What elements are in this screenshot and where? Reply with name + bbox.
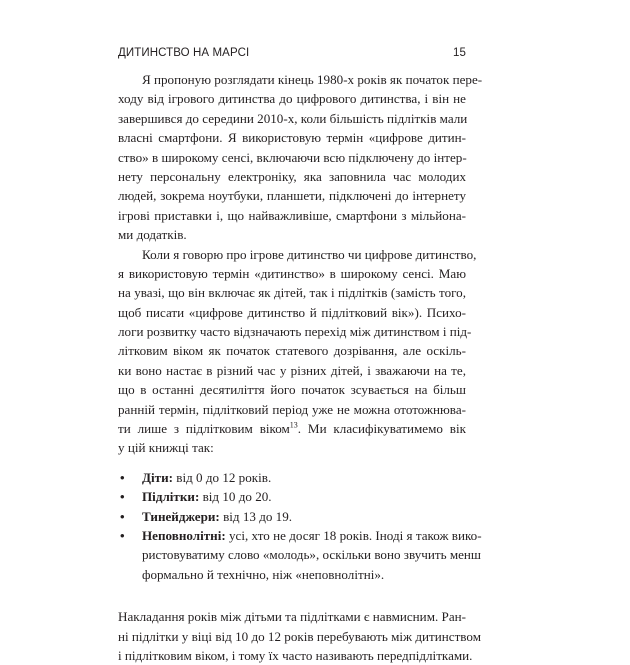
- text-line: логи розвитку часто відзначають перехід між дитинством і під-: [118, 324, 472, 340]
- text-line: щоб писати «цифрове дитинство й підлітковий вік»). Психо-: [118, 304, 466, 320]
- text-line: ходу від ігрового дитинства до цифрового дитинства, і він не: [118, 91, 466, 107]
- text-line-with-footnote: [118, 419, 466, 438]
- running-head: [118, 47, 466, 63]
- spacer: [118, 584, 466, 607]
- list-item-continuation: формально й технічно, ніж «неповнолітні».: [142, 566, 385, 582]
- bullet-icon: •: [120, 489, 125, 505]
- list-item-text: від 10 до 20.: [199, 489, 272, 505]
- paragraph-2: [118, 245, 477, 458]
- age-definitions-list: [118, 468, 482, 584]
- bullet-icon: •: [120, 527, 125, 543]
- text-line: Я пропоную розглядати кінець 1980-х років як початок пере-: [142, 72, 483, 87]
- bullet-icon: •: [120, 508, 125, 524]
- text-line: нету персональну електроніку, яка заповнила час молодих: [118, 168, 466, 184]
- paragraph-1: [118, 70, 483, 245]
- footnote-reference[interactable]: 13: [289, 420, 298, 430]
- list-item-term: Діти:: [142, 469, 173, 485]
- text-line: ми додатків.: [118, 227, 187, 243]
- text-segment: . Ми класифікуватимемо вік: [297, 421, 466, 437]
- bullet-icon: •: [120, 469, 125, 485]
- list-item-text: усі, хто не досяг 18 років. Іноді я також вико-: [225, 527, 482, 543]
- text-line: власні смартфони. Я використовую термін «цифрове дитин-: [118, 130, 466, 146]
- text-line: що в останні десятиліття його початок зсувається на більш: [118, 382, 466, 398]
- text-line: ки воно настає в різний час у різних дітей, і зважаючи на те,: [118, 362, 466, 378]
- text-line: завершився до середини 2010-х, коли більшість підлітків мали: [118, 110, 468, 126]
- list-item-term: Неповнолітні:: [142, 527, 226, 543]
- paragraph-3: [118, 607, 481, 665]
- list-item-term: Тинейджери:: [142, 508, 220, 524]
- text-line: людей, зокрема ноутбуки, планшети, підключені до інтернету: [118, 188, 466, 204]
- text-line: я використовую термін «дитинство» в широкому сенсі. Маю: [118, 265, 466, 281]
- list-item-text: від 13 до 19.: [219, 508, 293, 524]
- list-item: [118, 507, 466, 526]
- list-item: [118, 526, 482, 545]
- list-item-term: Підлітки:: [142, 489, 200, 505]
- running-title: ДИТИНСТВО НА МАРСІ: [118, 47, 250, 59]
- list-item-continuation: ристовуватиму слово «молодь», оскільки воно звучить менш: [142, 547, 482, 563]
- text-line: ранній термін, підлітковий період уже не можна ототожнюва-: [118, 401, 466, 417]
- list-item-text: від 0 до 12 років.: [172, 469, 272, 485]
- text-line: і підлітковим віком, і тому їх часто називають передпідлітками.: [118, 647, 473, 663]
- text-line: літковим віком як початок статевого дозрівання, але оскіль-: [118, 343, 466, 359]
- body-text: [118, 70, 483, 665]
- page-number: 15: [453, 47, 466, 59]
- text-line: ігрові приставки і, що найважливіше, смартфони з мільйона-: [118, 207, 466, 223]
- text-segment: ти лише з підлітковим віком: [118, 421, 290, 437]
- list-item: [118, 487, 466, 506]
- spacer: [118, 458, 466, 468]
- list-item: [118, 468, 466, 487]
- text-line: ство» в широкому сенсі, включаючи всю підключену до інтер-: [118, 149, 467, 165]
- text-line: у цій книжці так:: [118, 440, 214, 456]
- text-line: на увазі, що він включає як дітей, так і підлітків (замість того,: [118, 285, 466, 301]
- text-line: ні підлітки у віці від 10 до 12 років перебувають між дитинством: [118, 628, 481, 644]
- text-line: Накладання років між дітьми та підлітками є навмисним. Ран-: [118, 609, 466, 625]
- text-line: Коли я говорю про ігрове дитинство чи цифрове дитинство,: [142, 246, 477, 262]
